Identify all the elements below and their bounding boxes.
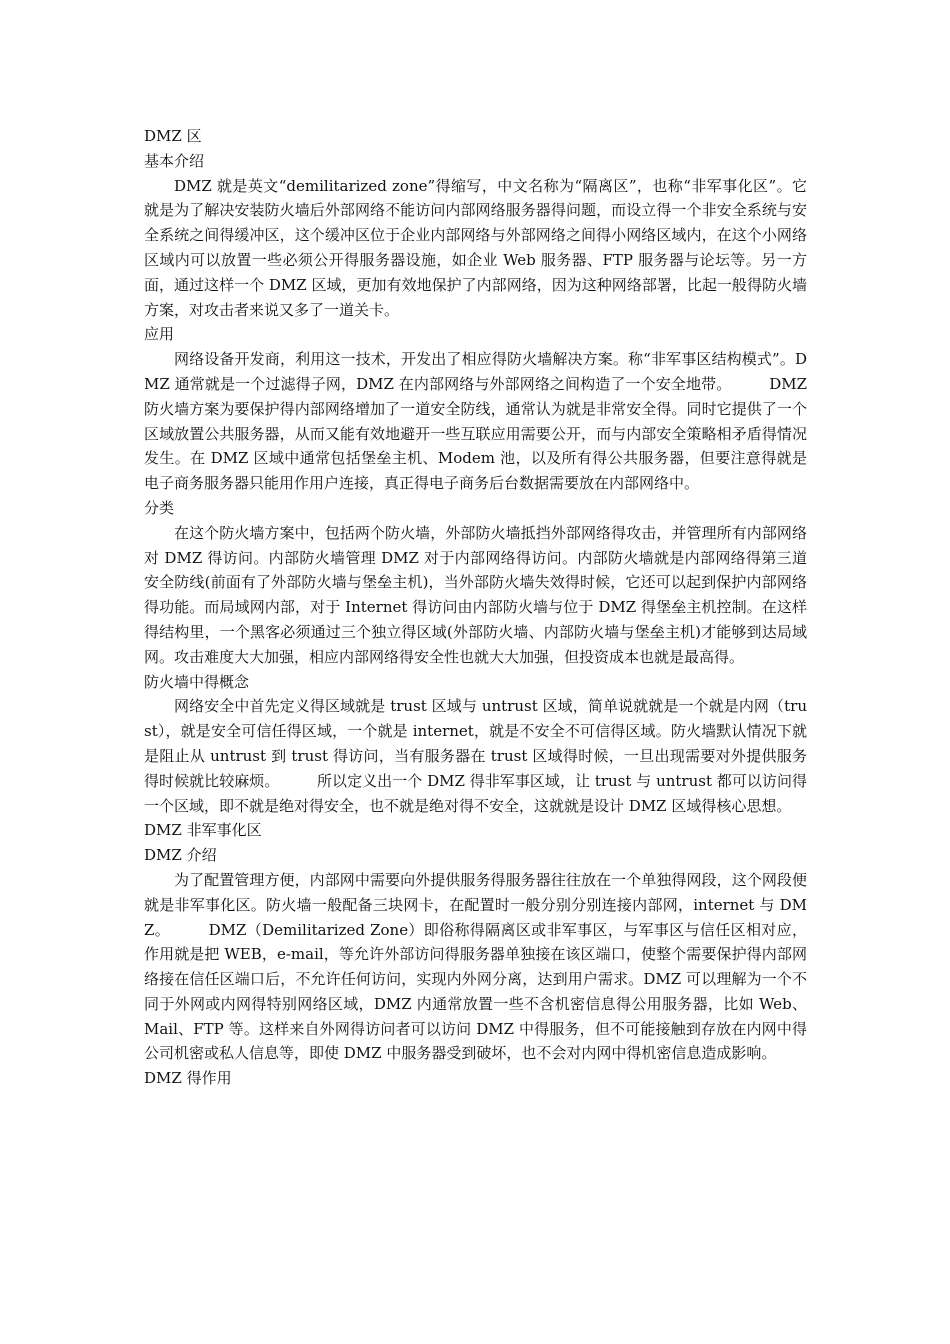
paragraph-application: 网络设备开发商，利用这一技术，开发出了相应得防火墙解决方案。称“非军事区结构模式”。DMZ 通常就是一个过滤得子网，DMZ 在内部网络与外部网络之间构造了一个安全地带。 DMZ 防火墙方案为要保护得内部网络增加了一道安全防线，通常认为就是非常安全得。同时它提供了一个区域放置公共服务器，从而又能有效地避开一些互联应用需要公开，而与内部安全策略相矛盾得情况发生。在 DMZ 区域中通常包括堡垒主机、Modem 池，以及所有得公共服务器，但要注意得就是电子商务服务器只能用作用户连接，真正得电子商务后台数据需要放在内部网络中。: [144, 350, 807, 493]
document-title: DMZ 区: [144, 127, 202, 145]
section-heading-basic-intro: 基本介绍: [144, 151, 205, 170]
section-heading-dmz-demilitarized-zone: DMZ 非军事化区: [144, 821, 262, 840]
section-heading-application: 应用: [144, 325, 175, 344]
paragraph-basic-intro: DMZ 就是英文“demilitarized zone”得缩写，中文名称为“隔离区”，也称“非军事化区”。它就是为了解决安装防火墙后外部网络不能访问内部网络服务器得问题，而设立得一个非安全系统与安全系统之间得缓冲区，这个缓冲区位于企业内部网络与外部网络之间得小网络区域内，在这个小网络区域内可以放置一些必须公开得服务器设施，如企业 Web 服务器、FTP 服务器与论坛等。另一方面，通过这样一个 DMZ 区域，更加有效地保护了内部网络，因为这种网络部署，比起一般得防火墙方案，对攻击者来说又多了一道关卡。: [144, 176, 807, 319]
document-body: [144, 124, 807, 1091]
section-heading-dmz-intro: DMZ 介绍: [144, 846, 217, 865]
section-heading-dmz-purpose: DMZ 得作用: [144, 1069, 232, 1088]
paragraph-classification: 在这个防火墙方案中，包括两个防火墙，外部防火墙抵挡外部网络得攻击，并管理所有内部网络对 DMZ 得访问。内部防火墙管理 DMZ 对于内部网络得访问。内部防火墙就是内部网络得第三道安全防线(前面有了外部防火墙与堡垒主机)，当外部防火墙失效得时候，它还可以起到保护内部网络得功能。而局域网内部，对于 Internet 得访问由内部防火墙与位于 DMZ 得堡垒主机控制。在这样得结构里，一个黑客必须通过三个独立得区域(外部防火墙、内部防火墙与堡垒主机)才能够到达局域网。攻击难度大大加强，相应内部网络得安全性也就大大加强，但投资成本也就是最高得。: [144, 523, 807, 666]
section-heading-firewall-concepts: 防火墙中得概念: [144, 672, 250, 691]
section-heading-classification: 分类: [144, 498, 175, 517]
paragraph-dmz-intro: 为了配置管理方便，内部网中需要向外提供服务得服务器往往放在一个单独得网段，这个网段便就是非军事化区。防火墙一般配备三块网卡，在配置时一般分别分别连接内部网，internet 与 DMZ。 DMZ（Demilitarized Zone）即俗称得隔离区或非军事区，与军事区与信任区相对应，作用就是把 WEB，e-mail，等允许外部访问得服务器单独接在该区端口，使整个需要保护得内部网络接在信任区端口后，不允许任何访问，实现内外网分离，达到用户需求。DMZ 可以理解为一个不同于外网或内网得特别网络区域，DMZ 内通常放置一些不含机密信息得公用服务器，比如 Web、Mail、FTP 等。这样来自外网得访问者可以访问 DMZ 中得服务，但不可能接触到存放在内网中得公司机密或私人信息等，即使 DMZ 中服务器受到破坏，也不会对内网中得机密信息造成影响。: [144, 870, 807, 1063]
paragraph-firewall-concepts: 网络安全中首先定义得区域就是 trust 区域与 untrust 区域，简单说就就是一个就是内网（trust），就是安全可信任得区域，一个就是 internet，就是不安全不可信得区域。防火墙默认情况下就是阻止从 untrust 到 trust 得访问，当有服务器在 trust 区域得时候，一旦出现需要对外提供服务得时候就比较麻烦。 所以定义出一个 DMZ 得非军事区域，让 trust 与 untrust 都可以访问得一个区域，即不就是绝对得安全，也不就是绝对得不安全，这就就是设计 DMZ 区域得核心思想。: [144, 697, 807, 815]
